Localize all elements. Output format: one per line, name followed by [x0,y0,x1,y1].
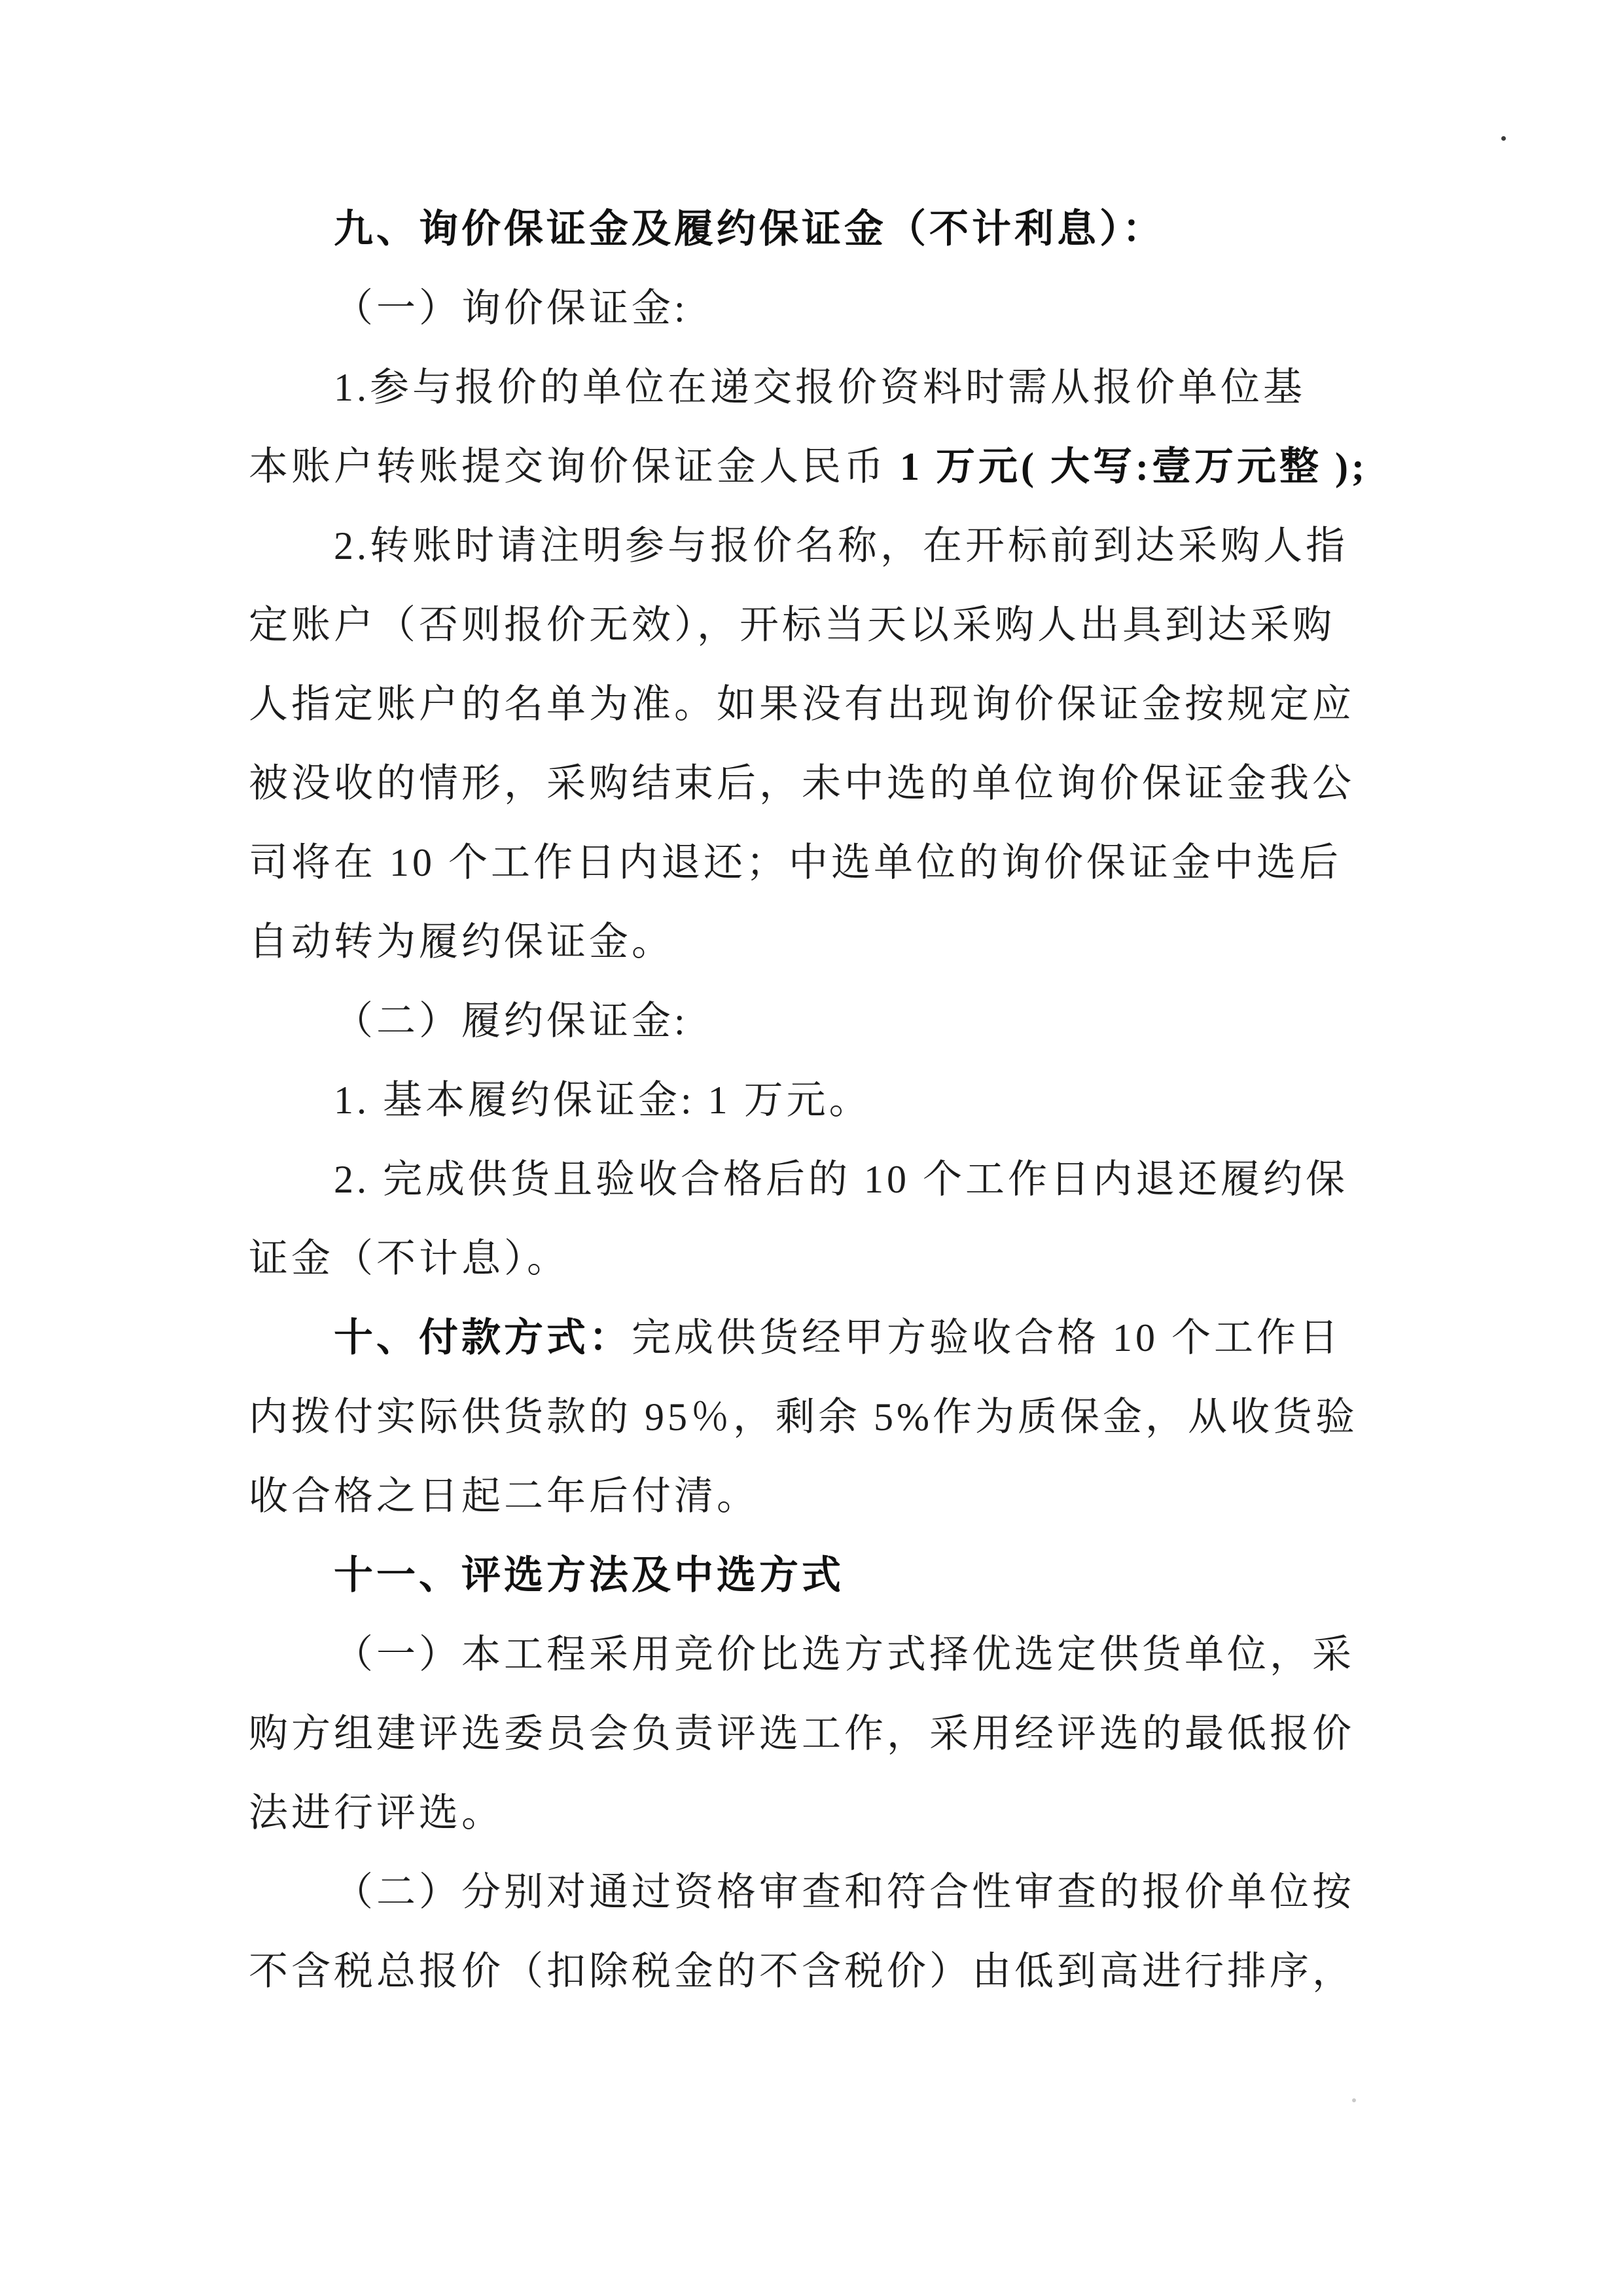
text-segment: 收合格之日起二年后付清。 [249,1475,759,1518]
text-line-13 [249,1158,1348,1200]
text-segment: 2. 完成供货且验收合格后的 10 个工作日内退还履约保 [334,1158,1348,1201]
text-segment: 1. 基本履约保证金: 1 万元。 [334,1079,872,1122]
text-line-11 [249,1000,688,1042]
text-line-19 [249,1634,1355,1676]
text-line-8 [249,762,1355,804]
text-segment: （一）本工程采用竞价比选方式择优选定供货单位，采 [334,1633,1355,1676]
text-line-2 [249,287,688,329]
text-segment: 不含税总报价（扣除税金的不含税价）由低到高进行排序， [249,1950,1355,1993]
text-segment: 人指定账户的名单为准。如果没有出现询价保证金按规定应 [249,683,1355,726]
text-line-3 [249,367,1306,408]
text-segment: （一）询价保证金: [334,287,688,330]
text-segment: 自动转为履约保证金。 [249,920,674,963]
text-segment: （二）分别对通过资格审查和符合性审查的报价单位按 [334,1871,1355,1914]
scan-speck-bottom [1352,2098,1356,2102]
text-segment: 本账户转账提交询价保证金人民币 [249,445,900,488]
text-line-10 [249,921,674,963]
text-line-21 [249,1792,504,1834]
text-line-17 [249,1475,759,1517]
text-segment: 法进行评选。 [249,1791,504,1835]
bold-text-segment: 九、询价保证金及履约保证金（不计利息）： [334,207,1165,251]
text-line-22 [249,1871,1355,1913]
text-line-23 [249,1950,1355,1992]
text-line-14 [249,1238,569,1280]
text-segment: 购方组建评选委员会负责评选工作，采用经评选的最低报价 [249,1712,1355,1755]
text-line-15 [249,1317,1342,1359]
text-line-7 [249,683,1355,725]
text-line-18 [249,1554,844,1596]
text-segment: 被没收的情形，采购结束后，未中选的单位询价保证金我公 [249,762,1355,805]
text-segment: 定账户（否则报价无效），开标当天以采购人出具到达采购 [249,603,1335,647]
text-segment: 内拨付实际供货款的 95％，剩余 5%作为质保金，从收货验 [249,1395,1358,1439]
bold-text-segment: 十一、评选方法及中选方式 [334,1554,844,1597]
text-segment: 司将在 10 个工作日内退还；中选单位的询价保证金中选后 [249,841,1342,884]
text-line-6 [249,604,1335,646]
text-line-9 [249,842,1342,884]
text-line-12 [249,1079,872,1121]
text-segment: 1.参与报价的单位在递交报价资料时需从报价单位基 [334,366,1306,409]
text-segment: （二）履约保证金: [334,999,688,1043]
text-segment: 完成供货经甲方验收合格 10 个工作日 [632,1316,1342,1359]
text-line-1 [249,208,1165,250]
scan-speck-top [1501,136,1506,141]
text-segment: 证金（不计息）。 [249,1237,569,1280]
text-line-20 [249,1713,1355,1755]
bold-text-segment: 十、付款方式： [334,1316,632,1359]
text-line-4 [249,446,1368,488]
text-segment: 2.转账时请注明参与报价名称，在开标前到达采购人指 [334,524,1348,567]
text-line-16 [249,1396,1358,1438]
text-line-5 [249,525,1348,567]
bold-text-segment: 1 万元( 大写:壹万元整 ); [900,445,1368,488]
